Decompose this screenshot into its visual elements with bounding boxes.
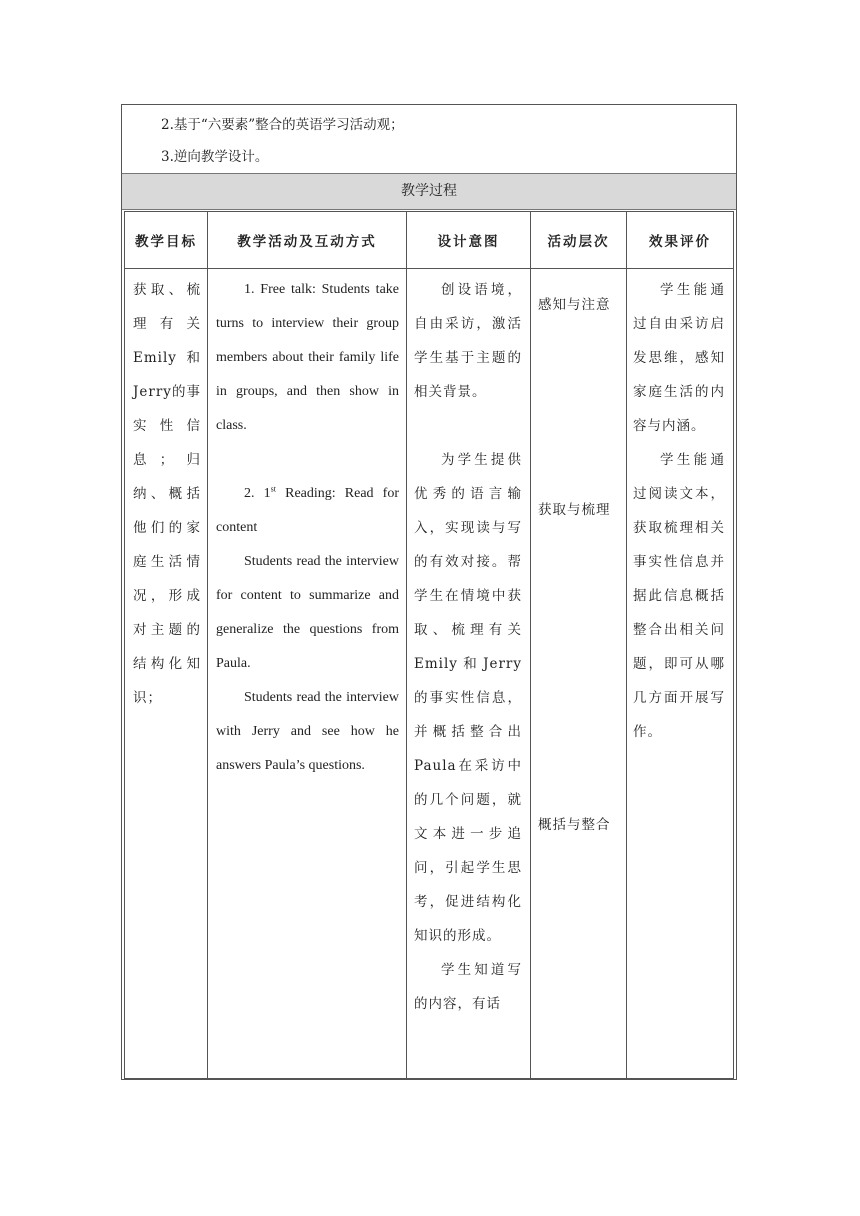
activity-read-content: Students read the interview for content to summarize and generalize the questions from Paula.	[216, 554, 399, 671]
activity-first-reading-num: 2. 1	[244, 486, 271, 501]
header-divider	[125, 268, 733, 269]
activity-first-reading	[216, 477, 399, 545]
document-table	[121, 104, 737, 1080]
theory-line-3: 3.逆向教学设计。	[161, 149, 269, 165]
column-divider	[626, 212, 627, 1078]
level-perceive: 感知与注意	[538, 297, 611, 313]
column-divider	[207, 212, 208, 1078]
intent-context: 创设语境，自由采访，激活学生基于主题的相关背景。	[414, 282, 522, 400]
header-eval: 效果评价	[649, 234, 711, 250]
intent-reading: 为学生提供优秀的语言输入，实现读与写的有效对接。帮学生在情境中获取、梳理有关 Emily 和 Jerry的事实性信息，并概括整合出Paula在采访中的几个问题，就文本进一步追问，引起学生思考，促进结构化知识的形成。	[414, 452, 522, 944]
header-activity: 教学活动及互动方式	[237, 234, 377, 250]
spacer	[414, 409, 522, 443]
process-section-title: 教学过程	[122, 173, 736, 210]
theory-line-2: 2.基于“六要素”整合的英语学习活动观；	[161, 117, 404, 133]
activity-cell	[216, 273, 399, 783]
level-summarize: 概括与整合	[538, 817, 611, 833]
header-intent: 设计意图	[437, 234, 500, 250]
activity-read-jerry: Students read the interview with Jerry and see how he answers Paula’s questions.	[216, 690, 399, 773]
intent-cell	[414, 273, 522, 1021]
column-divider	[530, 212, 531, 1078]
process-table	[124, 211, 734, 1079]
activity-free-talk: 1. Free talk: Students take turns to interview their group members about their family life in groups, and then show in class.	[216, 282, 399, 433]
header-goal: 教学目标	[135, 234, 197, 250]
eval-free-talk: 学生能通过自由采访启发思维，感知家庭生活的内容与内涵。	[633, 282, 725, 434]
eval-cell	[633, 273, 725, 749]
header-level: 活动层次	[547, 234, 610, 250]
spacer	[216, 443, 399, 477]
goal-cell	[133, 273, 201, 715]
intent-writing: 学生知道写的内容，有话	[414, 962, 522, 1012]
ordinal-sup: st	[270, 484, 276, 494]
eval-reading: 学生能通过阅读文本，获取梳理相关事实性信息并据此信息概括整合出相关问题，即可从哪几方面开展写作。	[633, 452, 725, 740]
column-divider	[406, 212, 407, 1078]
activity-first-reading-title: Reading: Read for content	[216, 486, 400, 535]
goal-text: 获取、梳理有关Emily和Jerry的事实性信息；归纳、概括他们的家庭生活情况，形成对主题的结构化知识；	[133, 282, 201, 706]
level-acquire: 获取与梳理	[538, 502, 611, 518]
